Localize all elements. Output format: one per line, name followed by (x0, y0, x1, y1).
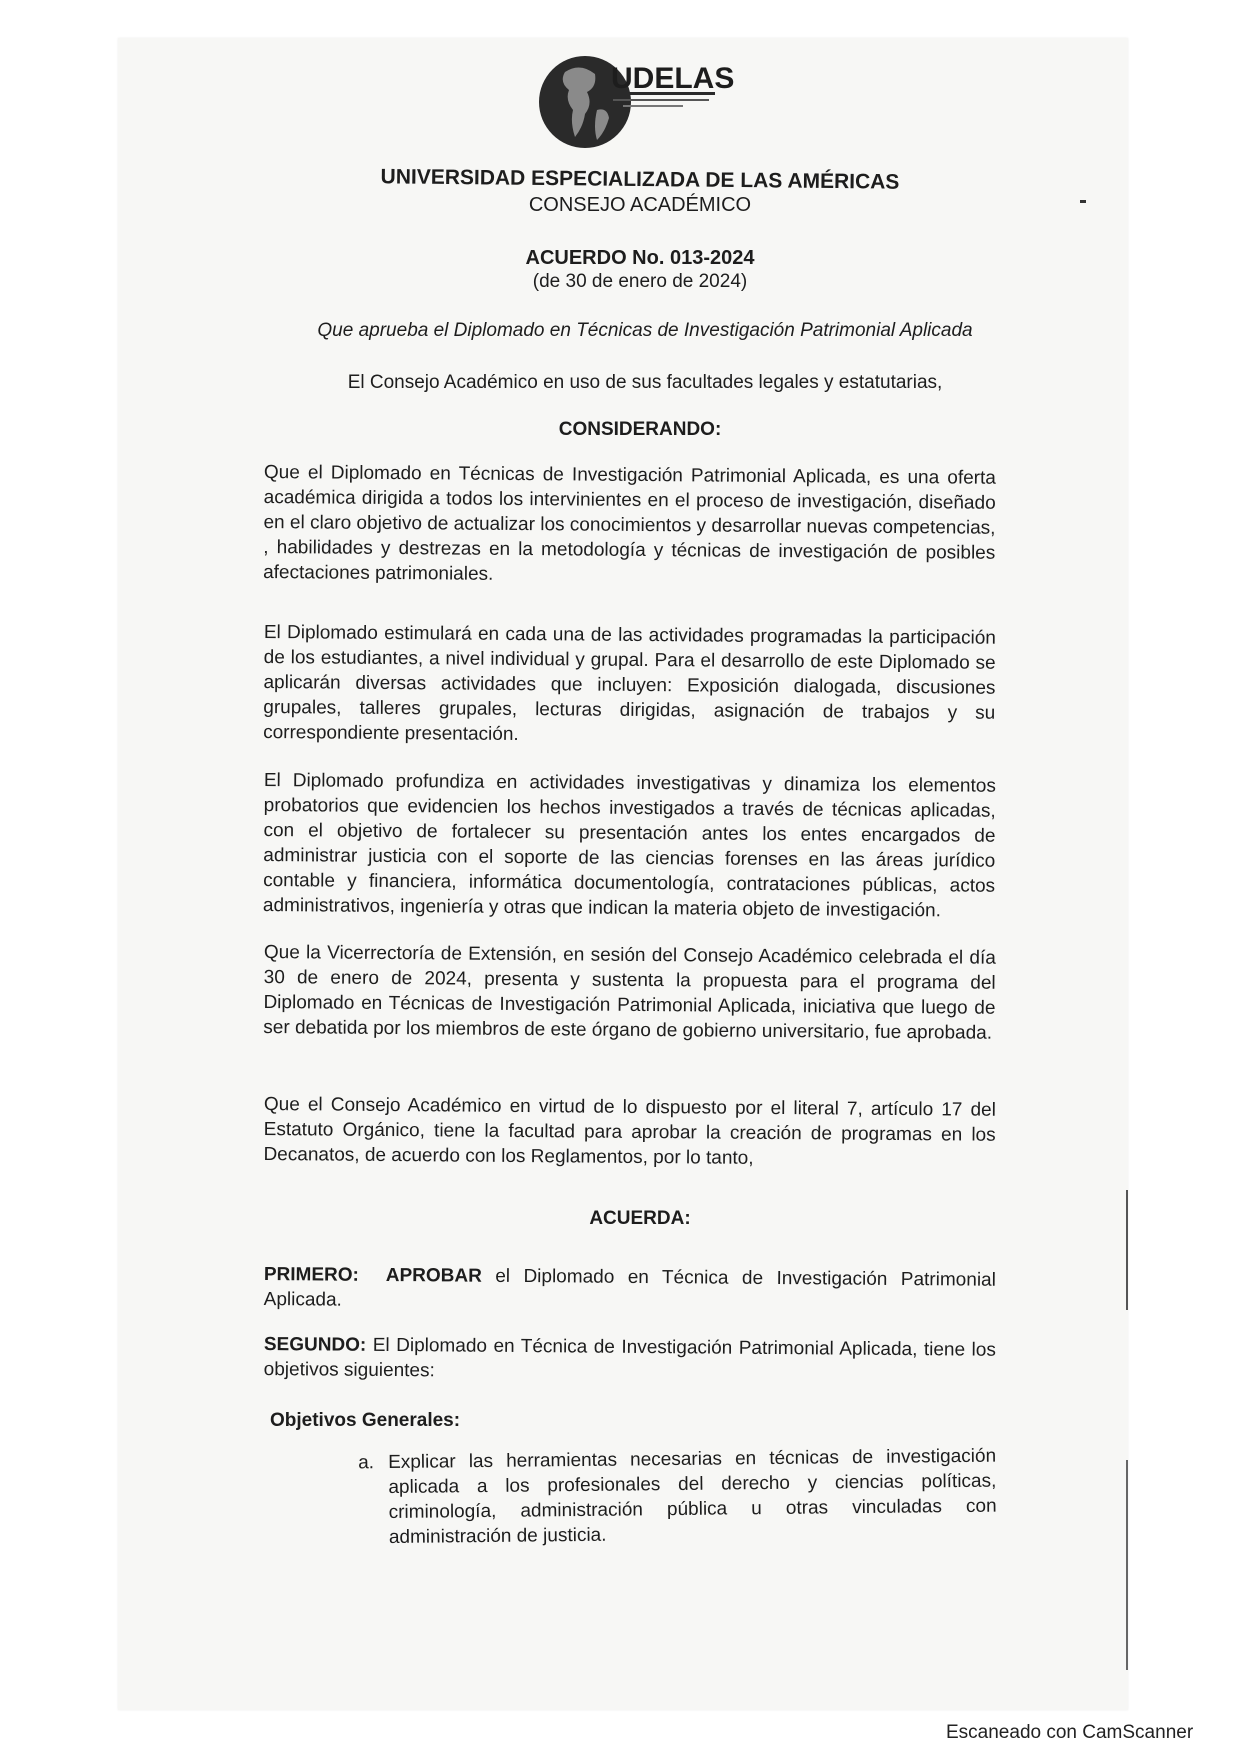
scan-edge-line (1126, 1190, 1128, 1310)
objective-text: Explicar las herramientas necesarias en técnicas de investigación aplicada a los profesionales del derecho y ciencias políticas, criminología, administración pública u otras vinculadas con administración de justicia. (388, 1445, 997, 1548)
article-text: el Diplomado en Técnica de Investigación Patrimonial Aplicada. (263, 1265, 996, 1311)
agreement-subject: Que aprueba el Diplomado en Técnicas de Investigación Patrimonial Aplicada (317, 320, 973, 341)
considerando-paragraph: El Diplomado profundiza en actividades investigativas y dinamiza los elementos probatorios que evidencien los hechos investigados a través de técnicas aplicadas, con el objetivo de fortalecer su presentación antes los entes encargados de administrar justicia con el soporte de las ciencias forenses en las áreas jurídico contable y financiera, informática documentología, contrataciones públicas, actos administrativos, ingeniería y otras que indican la materia objeto de investigación. (262, 769, 996, 922)
article-text: El Diplomado en Técnica de Investigación Patrimonial Aplicada, tiene los objetivos siguientes: (263, 1334, 996, 1382)
objective-letter: a. (358, 1452, 375, 1474)
article-verb: APROBAR (385, 1264, 482, 1287)
objective-item (358, 1444, 997, 1550)
objectives-heading: Objetivos Generales: (270, 1410, 461, 1431)
university-name: UNIVERSIDAD ESPECIALIZADA DE LAS AMÉRICAS (380, 165, 900, 194)
article-segundo (264, 1332, 996, 1388)
svg-text:UDELAS: UDELAS (611, 62, 735, 95)
scan-edge-line (1126, 1460, 1128, 1670)
udelas-logo (535, 52, 735, 152)
considerando-paragraph: El Diplomado estimulará en cada una de las actividades programadas la participación de los estudiantes, a nivel individual y grupal. Para el desarrollo de este Diplomado se aplicarán diversas actividades que incluyen: Exposición dialogada, discusiones grupales, talleres grupales, lecturas dirigidas, asignación de trabajos y su correspondiente presentación. (263, 621, 996, 746)
considerando-paragraph: Que la Vicerrectoría de Extensión, en sesión del Consejo Académico celebrada el día 30 de enero de 2024, presenta y sustenta la propuesta para el programa del Diplomado en Técnicas de Investigación Patrimonial Aplicada, iniciativa que luego de ser debatida por los miembros de este órgano de gobierno universitario, fue aprobada. (263, 941, 996, 1044)
considerando-paragraph: Que el Diplomado en Técnicas de Investigación Patrimonial Aplicada, es una oferta académica dirigida a todos los intervinientes en el proceso de investigación, diseñado en el claro objetivo de actualizar los conocimientos y desarrollar nuevas competencias, , habilidades y destrezas en la metodología y técnicas de investigación de posibles afectaciones patrimoniales. (263, 461, 996, 585)
scan-speck (1080, 200, 1086, 203)
preamble: El Consejo Académico en uso de sus facultades legales y estatutarias, (347, 372, 943, 393)
agreement-number: ACUERDO No. 013-2024 (525, 247, 755, 269)
article-primero (264, 1262, 996, 1318)
considerando-paragraph: Que el Consejo Académico en virtud de lo dispuesto por el literal 7, artículo 17 del Estatuto Orgánico, tiene la facultad para aprobar la creación de programas en los Decanatos, de acuerdo con los Reglamentos, por lo tanto, (263, 1093, 996, 1169)
article-label: SEGUNDO: (263, 1333, 367, 1356)
considerando-heading: CONSIDERANDO: (558, 419, 722, 440)
agreement-date: (de 30 de enero de 2024) (532, 271, 748, 292)
acuerda-heading: ACUERDA: (589, 1208, 691, 1229)
article-label: PRIMERO: (263, 1263, 359, 1286)
scanner-watermark: Escaneado con CamScanner (946, 1722, 1194, 1743)
council-name: CONSEJO ACADÉMICO (528, 194, 752, 216)
